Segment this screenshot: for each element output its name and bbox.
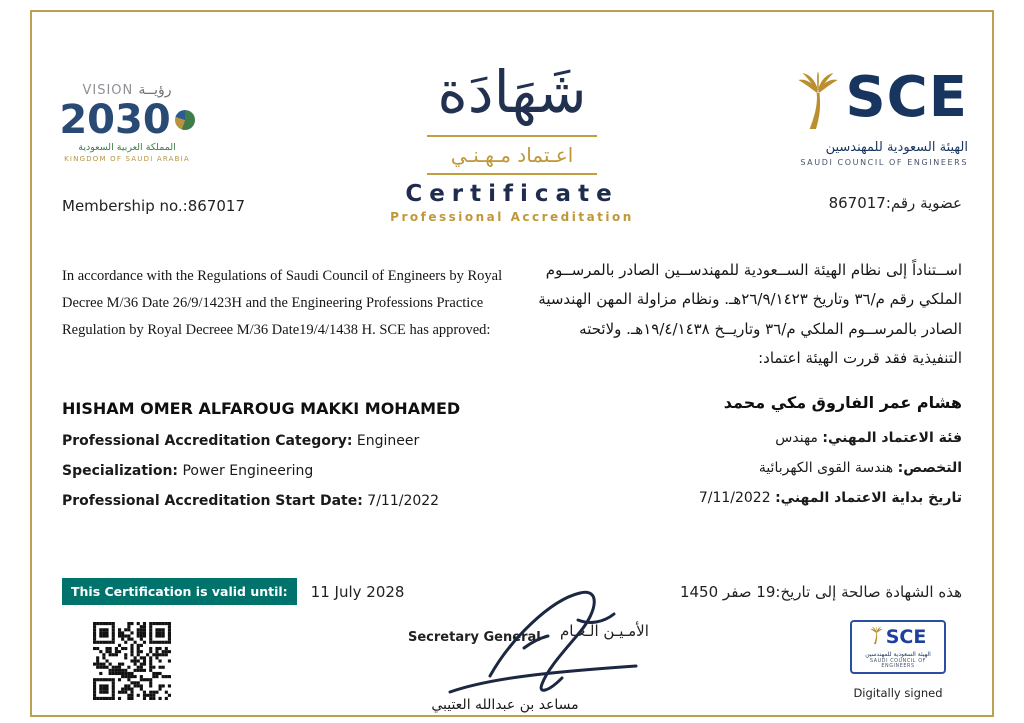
intro-paragraph-ar: اســتناداً إلى نظام الهيئة الســعودية للمهندســين الصادر بالمرســوم الملكي رقم م/٣٦ وتاريخ ٢٦/٩/١٤٢٣هـ. ونظام مزاولة المهن الهندسية الصادر بالمرســوم الملكي م/٣٦ وتاريــخ ١٩/٤/١٤٣٨هـ. ولائحته التنفيذية فقد قررت الهيئة اعتماد:: [538, 261, 962, 367]
validity-date-en: 11 July 2028: [310, 582, 405, 601]
sce-name-en: SAUDI COUNCIL OF ENGINEERS: [800, 158, 968, 167]
validity-badge: This Certification is valid until:: [62, 578, 297, 605]
row-label: Specialization:: [62, 463, 179, 479]
validity-label-ar: هذه الشهادة صالحة إلى تاريخ:: [775, 583, 962, 601]
row-label: Professional Accreditation Start Date:: [62, 493, 363, 509]
validity-date-ar: 19 صفر 1450: [679, 583, 776, 601]
accreditation-title-ar: اعـتماد مـهـنـي: [450, 142, 574, 167]
certificate-title-en: Certificate: [405, 180, 619, 207]
intro-paragraph-en: In accordance with the Regulations of Saudi Council of Engineers by Royal Decree M/36 Date 26/9/1423H and the Engineering Professions Practice Regulation by Royal Decreee M/36 Date19/4/1438 H. SCE has approved:: [62, 268, 503, 338]
sce-name-ar: الهيئة السعودية للمهندسين: [825, 140, 968, 155]
digital-stamp-logo: [856, 626, 940, 649]
row-label: تاريخ بداية الاعتماد المهني:: [775, 490, 962, 506]
digital-signature-block: [850, 620, 946, 700]
vision-label-en: VISION: [82, 83, 134, 98]
vision-year: [58, 96, 196, 143]
sce-logo: [793, 65, 968, 167]
vision-country-ar: المملكة العربية السعودية: [78, 141, 176, 153]
validity-row-ar: [680, 583, 962, 601]
accreditation-category-row-en: [62, 433, 419, 449]
specialization-row-ar: [759, 460, 962, 476]
row-label: التخصص:: [897, 460, 962, 476]
vision-year-text: 2030: [59, 96, 171, 143]
row-label: Professional Accreditation Category:: [62, 433, 353, 449]
secretary-general-label-ar: الأمـيـن الـعـام: [560, 622, 649, 640]
stamp-name-en: SAUDI COUNCIL OF ENGINEERS: [870, 659, 926, 669]
stamp-acronym: SCE: [885, 626, 927, 648]
specialization-row-en: [62, 463, 313, 479]
row-value: هندسة القوى الكهربائية: [758, 460, 898, 476]
start-date-row-ar: [699, 490, 962, 506]
accreditation-subtitle-en: Professional Accreditation: [390, 209, 634, 224]
vision-label-ar: رؤيــة: [138, 82, 172, 98]
signature: [428, 578, 658, 703]
holder-name-en: HISHAM OMER ALFAROUG MAKKI MOHAMED: [62, 399, 461, 418]
palm-tree-icon: [797, 70, 839, 136]
digital-stamp: [850, 620, 946, 674]
row-label: فئة الاعتماد المهني:: [822, 430, 962, 446]
gold-divider: [427, 135, 597, 137]
row-value: 7/11/2022: [698, 490, 776, 506]
row-value: Engineer: [352, 433, 420, 449]
digitally-signed-label: Digitally signed: [853, 686, 943, 700]
row-value: Power Engineering: [178, 463, 314, 479]
sce-acronym: SCE: [845, 65, 968, 130]
sce-logo-top: [793, 65, 968, 136]
row-value: مهندس: [775, 430, 823, 446]
secretary-general-label-en: Secretary General: [408, 630, 541, 645]
palm-tree-icon: [870, 626, 883, 649]
gold-divider: [427, 173, 597, 175]
stamp-name-ar: الهيئة السعودية للمهندسين: [865, 651, 931, 658]
certificate-title-block: [372, 56, 652, 224]
secretary-name-ar: مساعد بن عبدالله العتيبي: [431, 697, 579, 713]
vision-country-en: KINGDOM OF SAUDI ARABIA: [64, 154, 190, 163]
start-date-row-en: [62, 493, 439, 509]
accreditation-category-row-ar: [775, 430, 962, 446]
membership-number-en: Membership no.:867017: [62, 197, 245, 215]
row-value: 7/11/2022: [362, 493, 440, 509]
holder-name-ar: هشام عمر الفاروق مكي محمد: [723, 393, 962, 412]
membership-number-ar: عضوية رقم:867017: [828, 194, 962, 212]
vision-2030-emblem-icon: [175, 110, 195, 130]
qr-code: [93, 622, 171, 700]
vision-2030-logo: [58, 82, 196, 163]
validity-row-en: [62, 578, 404, 605]
shahada-calligraphy: شَهَادَة: [437, 58, 587, 126]
